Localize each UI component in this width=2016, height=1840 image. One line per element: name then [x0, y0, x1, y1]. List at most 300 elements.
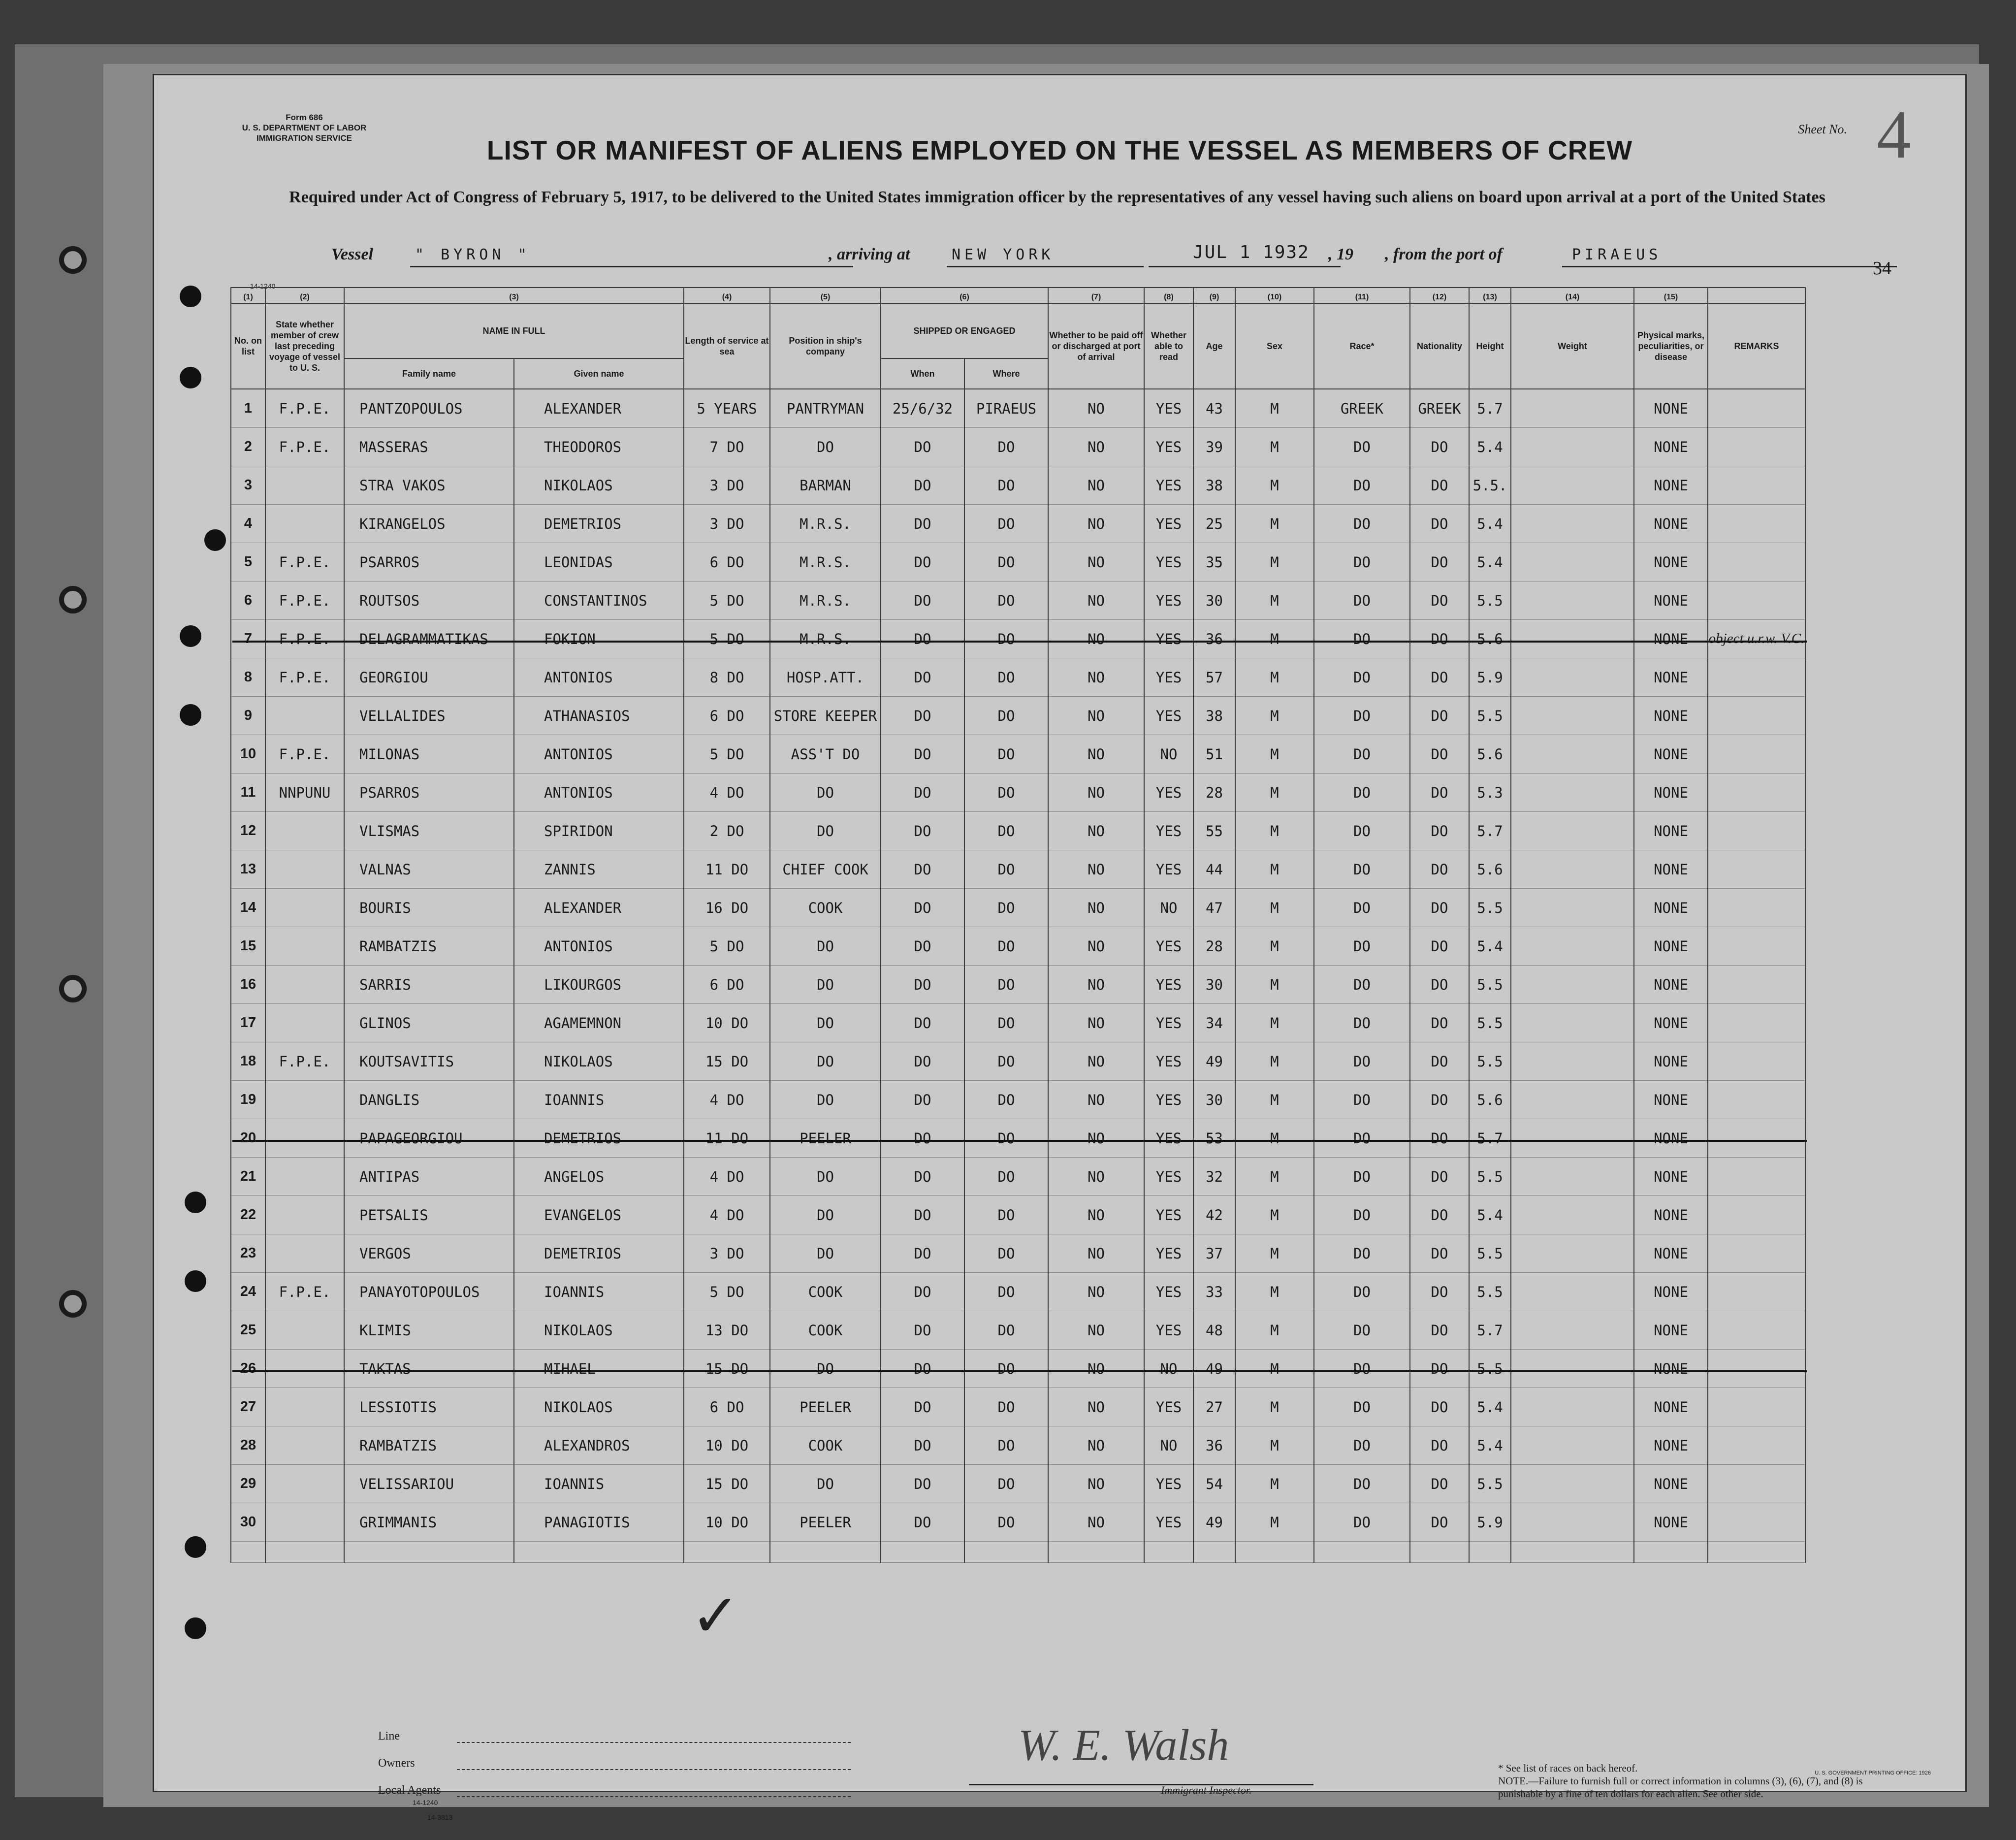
age: 36 — [1193, 1426, 1235, 1465]
previous-voyage — [265, 1234, 344, 1273]
sex: M — [1235, 1503, 1314, 1542]
sex: M — [1235, 1426, 1314, 1465]
race: DO — [1314, 543, 1410, 581]
paid-off: NO — [1048, 389, 1144, 428]
binder-ring-hole — [59, 246, 87, 274]
line-label: Line — [378, 1730, 400, 1743]
table-row — [231, 697, 1805, 735]
binder-hole — [180, 704, 201, 726]
column-number: (11) — [1314, 288, 1410, 303]
family-name: DELAGRAMMATIKAS — [344, 620, 514, 658]
position: DO — [770, 1196, 881, 1234]
penalty-note: NOTE.—Failure to furnish full or correct information in columns (3), (6), (7), and (8) is punishable by a fine of ten dollars for each alien. See other side. — [1498, 1775, 1863, 1800]
given-name: NIKOLAOS — [514, 1311, 684, 1350]
able-read: YES — [1144, 1311, 1193, 1350]
length-service: 15 DO — [684, 1465, 770, 1503]
able-read: YES — [1144, 1234, 1193, 1273]
previous-voyage — [265, 1503, 344, 1542]
given-name: PANAGIOTIS — [514, 1503, 684, 1542]
length-service: 5 DO — [684, 735, 770, 774]
header-remarks: REMARKS — [1708, 303, 1805, 389]
shipped-where: DO — [964, 505, 1048, 543]
length-service: 15 DO — [684, 1042, 770, 1081]
position: M.R.S. — [770, 581, 881, 620]
shipped-when: 25/6/32 — [881, 389, 964, 428]
height: 5.5 — [1469, 889, 1511, 927]
header-no-on-list: No. on list — [231, 303, 265, 389]
position: CHIEF COOK — [770, 850, 881, 889]
height: 5.6 — [1469, 1081, 1511, 1119]
family-name: PANTZOPOULOS — [344, 389, 514, 428]
height: 5.4 — [1469, 927, 1511, 966]
remarks — [1708, 543, 1805, 581]
race: DO — [1314, 505, 1410, 543]
table-row — [231, 428, 1805, 466]
able-read: NO — [1144, 889, 1193, 927]
age: 43 — [1193, 389, 1235, 428]
shipped-where: DO — [964, 850, 1048, 889]
position: M.R.S. — [770, 543, 881, 581]
shipped-where: DO — [964, 927, 1048, 966]
previous-voyage — [265, 1426, 344, 1465]
position: PANTRYMAN — [770, 389, 881, 428]
row-number: 16 — [231, 966, 265, 1004]
length-service: 4 DO — [684, 774, 770, 812]
page-subtitle: Required under Act of Congress of February 5, 1917, to be delivered to the United States immigration officer by the representatives of any vessel having such aliens on board upon arrival at a port of the United States — [289, 188, 1825, 206]
weight — [1511, 466, 1634, 505]
table-row — [231, 1234, 1805, 1273]
shipped-when: DO — [881, 735, 964, 774]
shipped-when: DO — [881, 543, 964, 581]
header-name-in-full: NAME IN FULL — [344, 303, 684, 358]
shipped-when: DO — [881, 505, 964, 543]
header-shipped-engaged: SHIPPED OR ENGAGED — [881, 303, 1048, 358]
shipped-where: DO — [964, 581, 1048, 620]
paid-off: NO — [1048, 1119, 1144, 1158]
length-service: 6 DO — [684, 543, 770, 581]
previous-voyage — [265, 466, 344, 505]
sheet-number: 4 — [1877, 97, 1911, 173]
remarks — [1708, 428, 1805, 466]
race: DO — [1314, 428, 1410, 466]
weight — [1511, 389, 1634, 428]
given-name: ZANNIS — [514, 850, 684, 889]
physical-marks: NONE — [1634, 1311, 1708, 1350]
shipped-when: DO — [881, 774, 964, 812]
position: DO — [770, 1234, 881, 1273]
row-number: 15 — [231, 927, 265, 966]
height: 5.4 — [1469, 1388, 1511, 1426]
able-read: YES — [1144, 658, 1193, 697]
previous-voyage — [265, 1311, 344, 1350]
paid-off: NO — [1048, 1196, 1144, 1234]
table-row — [231, 1465, 1805, 1503]
binder-hole — [180, 367, 201, 388]
row-number: 3 — [231, 466, 265, 505]
height: 5.5 — [1469, 1004, 1511, 1042]
binder-hole — [185, 1536, 206, 1558]
inspector-label: Immigrant Inspector. — [1161, 1784, 1252, 1796]
given-name: AGAMEMNON — [514, 1004, 684, 1042]
shipped-when: DO — [881, 927, 964, 966]
header-nationality: Nationality — [1410, 303, 1469, 389]
able-read: YES — [1144, 505, 1193, 543]
weight — [1511, 505, 1634, 543]
weight — [1511, 428, 1634, 466]
from-port: PIRAEUS — [1572, 246, 1662, 263]
table-row — [231, 889, 1805, 927]
physical-marks: NONE — [1634, 735, 1708, 774]
table-row — [231, 1503, 1805, 1542]
row-number: 30 — [231, 1503, 265, 1542]
row-number: 7 — [231, 620, 265, 658]
able-read: YES — [1144, 543, 1193, 581]
position: STORE KEEPER — [770, 697, 881, 735]
nationality: DO — [1410, 1388, 1469, 1426]
nationality: DO — [1410, 927, 1469, 966]
race: DO — [1314, 966, 1410, 1004]
paid-off: NO — [1048, 1426, 1144, 1465]
length-service: 6 DO — [684, 1388, 770, 1426]
nationality: DO — [1410, 889, 1469, 927]
shipped-where: DO — [964, 889, 1048, 927]
age: 35 — [1193, 543, 1235, 581]
row-number: 20 — [231, 1119, 265, 1158]
age: 34 — [1193, 1004, 1235, 1042]
sex: M — [1235, 735, 1314, 774]
inspector-signature: W. E. Walsh — [1018, 1721, 1229, 1770]
weight — [1511, 1273, 1634, 1311]
row-number: 25 — [231, 1311, 265, 1350]
position: COOK — [770, 1311, 881, 1350]
able-read: YES — [1144, 1004, 1193, 1042]
weight — [1511, 812, 1634, 850]
paid-off: NO — [1048, 1004, 1144, 1042]
shipped-when: DO — [881, 1503, 964, 1542]
position: PEELER — [770, 1503, 881, 1542]
height: 5.5 — [1469, 697, 1511, 735]
given-name: DEMETRIOS — [514, 505, 684, 543]
table-row — [231, 735, 1805, 774]
weight — [1511, 620, 1634, 658]
physical-marks: NONE — [1634, 697, 1708, 735]
table-row — [231, 1081, 1805, 1119]
physical-marks: NONE — [1634, 1273, 1708, 1311]
shipped-when: DO — [881, 889, 964, 927]
previous-voyage: NNPUNU — [265, 774, 344, 812]
given-name: ATHANASIOS — [514, 697, 684, 735]
paid-off: NO — [1048, 1311, 1144, 1350]
length-service: 4 DO — [684, 1196, 770, 1234]
shipped-where: PIRAEUS — [964, 389, 1048, 428]
sex: M — [1235, 1042, 1314, 1081]
sex: M — [1235, 428, 1314, 466]
able-read: YES — [1144, 1081, 1193, 1119]
paid-off: NO — [1048, 1158, 1144, 1196]
weight — [1511, 889, 1634, 927]
printer-imprint: U. S. GOVERNMENT PRINTING OFFICE: 1926 — [1815, 1770, 1931, 1776]
position: PEELER — [770, 1388, 881, 1426]
age: 38 — [1193, 697, 1235, 735]
physical-marks: NONE — [1634, 389, 1708, 428]
height: 5.7 — [1469, 389, 1511, 428]
race: DO — [1314, 927, 1410, 966]
able-read: YES — [1144, 812, 1193, 850]
family-name: VLISMAS — [344, 812, 514, 850]
shipped-where: DO — [964, 1119, 1048, 1158]
footnotes — [1498, 1762, 1902, 1800]
sex: M — [1235, 1273, 1314, 1311]
race: DO — [1314, 466, 1410, 505]
weight — [1511, 1234, 1634, 1273]
age: 30 — [1193, 1081, 1235, 1119]
table-row — [231, 1119, 1805, 1158]
check-mark: ✓ — [691, 1583, 740, 1649]
given-name: ALEXANDER — [514, 389, 684, 428]
binder-ring-hole — [59, 586, 87, 613]
family-name: KOUTSAVITIS — [344, 1042, 514, 1081]
position: DO — [770, 1465, 881, 1503]
remarks — [1708, 389, 1805, 428]
sex: M — [1235, 658, 1314, 697]
header-height: Height — [1469, 303, 1511, 389]
position: HOSP.ATT. — [770, 658, 881, 697]
given-name: ANGELOS — [514, 1158, 684, 1196]
header-previous-voyage: State whether member of crew last preceding voyage of vessel to U. S. — [265, 303, 344, 389]
family-name: RAMBATZIS — [344, 927, 514, 966]
races-note: * See list of races on back hereof. — [1498, 1762, 1638, 1774]
length-service: 5 DO — [684, 581, 770, 620]
remarks: object u.r.w. V.C. — [1708, 620, 1805, 658]
age: 32 — [1193, 1158, 1235, 1196]
sex: M — [1235, 1350, 1314, 1388]
weight — [1511, 581, 1634, 620]
age: 42 — [1193, 1196, 1235, 1234]
column-number: (12) — [1410, 288, 1469, 303]
shipped-when: DO — [881, 966, 964, 1004]
race: DO — [1314, 658, 1410, 697]
row-number: 4 — [231, 505, 265, 543]
nationality: DO — [1410, 1196, 1469, 1234]
shipped-when: DO — [881, 1119, 964, 1158]
given-name: THEODOROS — [514, 428, 684, 466]
paid-off: NO — [1048, 505, 1144, 543]
weight — [1511, 1042, 1634, 1081]
previous-voyage — [265, 1119, 344, 1158]
shipped-where: DO — [964, 1042, 1048, 1081]
height: 5.4 — [1469, 1196, 1511, 1234]
column-number — [1708, 288, 1805, 303]
remarks — [1708, 850, 1805, 889]
shipped-where: DO — [964, 774, 1048, 812]
family-name: KLIMIS — [344, 1311, 514, 1350]
strikethrough-line — [232, 1140, 1807, 1142]
family-name: GEORGIOU — [344, 658, 514, 697]
header-age: Age — [1193, 303, 1235, 389]
weight — [1511, 1503, 1634, 1542]
binder-hole — [185, 1192, 206, 1213]
race: DO — [1314, 1196, 1410, 1234]
given-name: EVANGELOS — [514, 1196, 684, 1234]
race: DO — [1314, 1234, 1410, 1273]
weight — [1511, 1004, 1634, 1042]
able-read: YES — [1144, 1119, 1193, 1158]
given-name: NIKOLAOS — [514, 1388, 684, 1426]
shipped-where: DO — [964, 543, 1048, 581]
physical-marks: NONE — [1634, 927, 1708, 966]
race: DO — [1314, 1081, 1410, 1119]
row-number: 10 — [231, 735, 265, 774]
paid-off: NO — [1048, 1273, 1144, 1311]
table-row — [231, 466, 1805, 505]
page-title: LIST OR MANIFEST OF ALIENS EMPLOYED ON THE VESSEL AS MEMBERS OF CREW — [486, 135, 1633, 165]
able-read: YES — [1144, 1196, 1193, 1234]
position: DO — [770, 428, 881, 466]
shipped-when: DO — [881, 1081, 964, 1119]
length-service: 4 DO — [684, 1158, 770, 1196]
paid-off: NO — [1048, 1042, 1144, 1081]
length-service: 11 DO — [684, 850, 770, 889]
header-length-service: Length of service at sea — [684, 303, 770, 389]
family-name: SARRIS — [344, 966, 514, 1004]
position: COOK — [770, 889, 881, 927]
race: DO — [1314, 697, 1410, 735]
remarks — [1708, 1465, 1805, 1503]
sex: M — [1235, 850, 1314, 889]
row-number: 21 — [231, 1158, 265, 1196]
able-read: YES — [1144, 1042, 1193, 1081]
height: 5.7 — [1469, 1119, 1511, 1158]
page-number: 34 — [1873, 258, 1891, 279]
length-service: 16 DO — [684, 889, 770, 927]
shipped-when: DO — [881, 1350, 964, 1388]
shipped-when: DO — [881, 697, 964, 735]
position: DO — [770, 1004, 881, 1042]
column-number: (15) — [1634, 288, 1708, 303]
previous-voyage — [265, 1004, 344, 1042]
age: 44 — [1193, 850, 1235, 889]
age: 30 — [1193, 966, 1235, 1004]
family-name: TAKTAS — [344, 1350, 514, 1388]
height: 5.7 — [1469, 812, 1511, 850]
sex: M — [1235, 774, 1314, 812]
length-service: 4 DO — [684, 1081, 770, 1119]
filler-row — [231, 1542, 1805, 1563]
physical-marks: NONE — [1634, 1388, 1708, 1426]
shipped-where: DO — [964, 620, 1048, 658]
column-number: (4) — [684, 288, 770, 303]
position: M.R.S. — [770, 620, 881, 658]
length-service: 3 DO — [684, 1234, 770, 1273]
strikethrough-line — [232, 1370, 1807, 1372]
row-number: 14 — [231, 889, 265, 927]
physical-marks: NONE — [1634, 812, 1708, 850]
able-read: YES — [1144, 428, 1193, 466]
table-row — [231, 774, 1805, 812]
shipped-where: DO — [964, 466, 1048, 505]
height: 5.5 — [1469, 1273, 1511, 1311]
family-name: GRIMMANIS — [344, 1503, 514, 1542]
paid-off: NO — [1048, 1350, 1144, 1388]
physical-marks: NONE — [1634, 1350, 1708, 1388]
shipped-where: DO — [964, 1311, 1048, 1350]
sheet-label: Sheet No. — [1798, 122, 1847, 136]
form-number: Form 686 — [286, 113, 323, 122]
physical-marks: NONE — [1634, 1196, 1708, 1234]
remarks — [1708, 581, 1805, 620]
vessel-line — [331, 242, 1907, 270]
sex: M — [1235, 1311, 1314, 1350]
nationality: DO — [1410, 697, 1469, 735]
family-name: LESSIOTIS — [344, 1388, 514, 1426]
age: 49 — [1193, 1350, 1235, 1388]
shipped-when: DO — [881, 1042, 964, 1081]
shipped-when: DO — [881, 1196, 964, 1234]
race: DO — [1314, 1465, 1410, 1503]
able-read: YES — [1144, 1273, 1193, 1311]
age: 37 — [1193, 1234, 1235, 1273]
remarks — [1708, 1388, 1805, 1426]
position: COOK — [770, 1273, 881, 1311]
row-number: 12 — [231, 812, 265, 850]
previous-voyage — [265, 889, 344, 927]
row-number: 26 — [231, 1350, 265, 1388]
table-row — [231, 543, 1805, 581]
length-service: 3 DO — [684, 505, 770, 543]
row-number: 8 — [231, 658, 265, 697]
physical-marks: NONE — [1634, 581, 1708, 620]
remarks — [1708, 1081, 1805, 1119]
header-race: Race* — [1314, 303, 1410, 389]
family-name: MILONAS — [344, 735, 514, 774]
age: 53 — [1193, 1119, 1235, 1158]
column-number: (1) — [231, 288, 265, 303]
sex: M — [1235, 543, 1314, 581]
previous-voyage — [265, 812, 344, 850]
length-service: 6 DO — [684, 697, 770, 735]
race: DO — [1314, 774, 1410, 812]
given-name: ANTONIOS — [514, 774, 684, 812]
bottom-code: 14-3813 — [427, 1813, 453, 1821]
binder-hole — [185, 1270, 206, 1292]
table-row — [231, 927, 1805, 966]
paid-off: NO — [1048, 581, 1144, 620]
remarks — [1708, 966, 1805, 1004]
nationality: DO — [1410, 850, 1469, 889]
height: 5.4 — [1469, 505, 1511, 543]
row-number: 18 — [231, 1042, 265, 1081]
nationality: DO — [1410, 1503, 1469, 1542]
nationality: DO — [1410, 812, 1469, 850]
previous-voyage: F.P.E. — [265, 658, 344, 697]
column-number: (6) — [881, 288, 1048, 303]
family-name: VELLALIDES — [344, 697, 514, 735]
length-service: 15 DO — [684, 1350, 770, 1388]
shipped-when: DO — [881, 620, 964, 658]
row-number: 24 — [231, 1273, 265, 1311]
vessel-label: Vessel — [331, 245, 373, 263]
paid-off: NO — [1048, 812, 1144, 850]
height: 5.5 — [1469, 581, 1511, 620]
family-name: VELISSARIOU — [344, 1465, 514, 1503]
previous-voyage — [265, 505, 344, 543]
sex: M — [1235, 581, 1314, 620]
binder-ring-hole — [59, 1290, 87, 1318]
race: DO — [1314, 1042, 1410, 1081]
column-number: (8) — [1144, 288, 1193, 303]
manifest-sheet — [153, 74, 1967, 1821]
age: 49 — [1193, 1503, 1235, 1542]
